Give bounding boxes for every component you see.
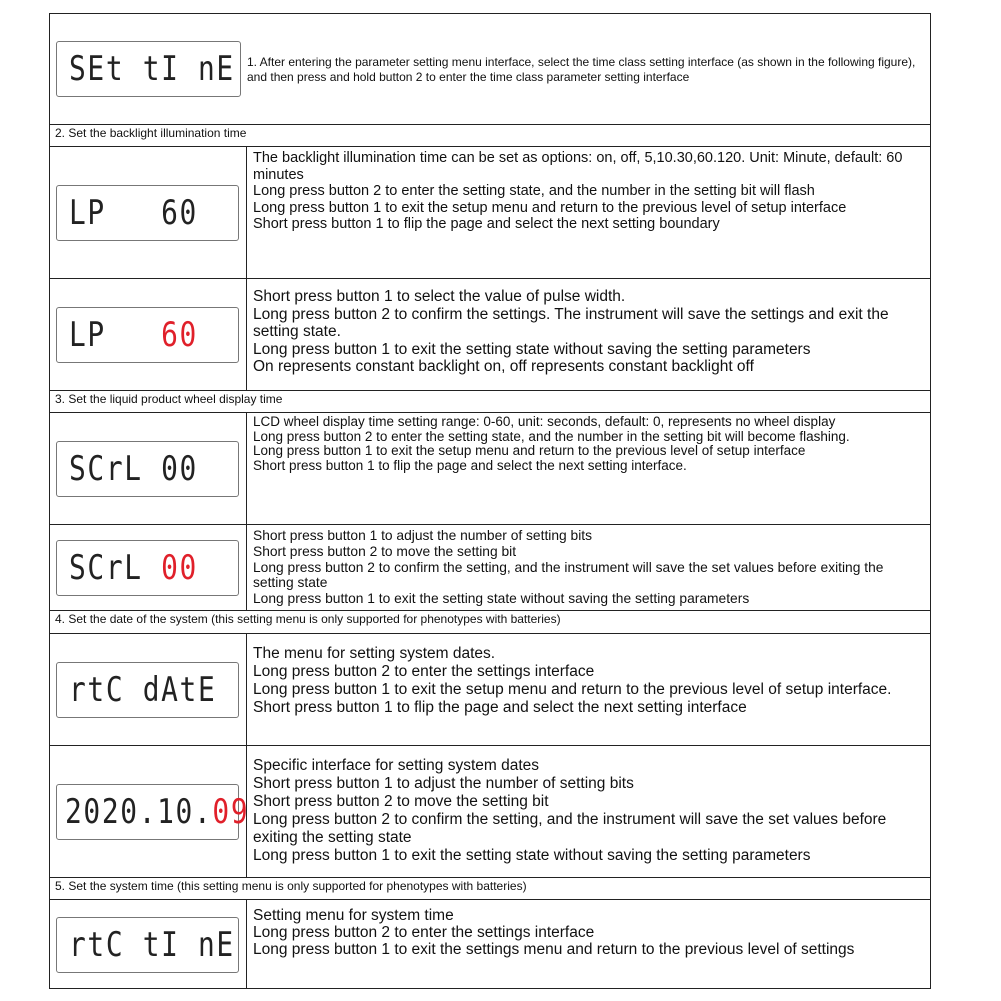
description-cell [247, 279, 931, 390]
description-line: Short press button 2 to move the setting bit [253, 793, 549, 810]
description-line: Short press button 1 to adjust the number of setting bits [253, 775, 634, 792]
lcd-text: LP [69, 314, 162, 355]
table-row [49, 745, 931, 877]
description-line: Long press button 1 to exit the setup menu and return to the previous level of setup interface [253, 443, 806, 459]
description-line: Long press button 1 to exit the settings menu and return to the previous level of settings [253, 941, 855, 958]
table-row [49, 899, 931, 989]
table-row [49, 278, 931, 390]
lcd-text: SEt tI nE [69, 48, 235, 89]
lcd-cell [49, 634, 247, 745]
description-line: Short press button 1 to flip the page and select the next setting interface [253, 699, 747, 716]
lcd-display [56, 784, 250, 840]
lcd-display [56, 917, 239, 973]
table-row [49, 412, 931, 524]
section-title: 5. Set the system time (this setting menu is only supported for phenotypes with batteries) [49, 877, 931, 894]
lcd-display [56, 441, 239, 497]
description-line: Long press button 2 to confirm the setting, and the instrument will save the set values before exiting the setting state [253, 559, 884, 591]
table-row [49, 524, 931, 610]
description-cell [247, 746, 931, 877]
lcd-text: SCrL 00 [69, 448, 198, 489]
description-line: Short press button 1 to flip the page and select the next setting interface. [253, 457, 687, 473]
lcd-display [56, 662, 239, 718]
description-line: The backlight illumination time can be set as options: on, off, 5,10.30,60.120. Unit: Minute, default: 60 minutes [253, 150, 903, 183]
table-row [49, 146, 931, 278]
lcd-display [56, 41, 241, 97]
description-line: Long press button 1 to exit the setting state without saving the setting parameters [253, 591, 750, 607]
lcd-cell [49, 900, 247, 989]
intro-lcd-cell [49, 13, 241, 124]
description-line: Short press button 1 to flip the page and select the next setting boundary [253, 216, 720, 232]
lcd-cell [49, 525, 247, 610]
description-line: Short press button 1 to select the value of pulse width. [253, 288, 626, 305]
description-line: Long press button 1 to exit the setting state without saving the setting parameters [253, 340, 811, 358]
description-line: Long press button 1 to exit the setup menu and return to the previous level of setup interface. [253, 681, 892, 698]
lcd-text: 2020.10. [65, 791, 213, 832]
description-line: Long press button 1 to exit the setting state without saving the setting parameters [253, 847, 811, 864]
section-title: 4. Set the date of the system (this setting menu is only supported for phenotypes with batteries) [49, 610, 931, 627]
description-line: LCD wheel display time setting range: 0-60, unit: seconds, default: 0, represents no wheel display [253, 414, 836, 429]
lcd-text: LP 60 [69, 192, 198, 233]
description-line: Short press button 1 to adjust the number of setting bits [253, 528, 592, 543]
intro-text: 1. After entering the parameter setting menu interface, select the time class setting interface (as shown in the following figure), and then press and hold button 2 to enter the time class parameter setting interface [247, 55, 916, 84]
table-row [49, 633, 931, 745]
description-cell [247, 634, 931, 745]
description-line: Long press button 2 to confirm the setting, and the instrument will save the set values before exiting the setting state [253, 811, 887, 846]
description-line: Long press button 1 to exit the setup menu and return to the previous level of setup interface [253, 199, 847, 216]
lcd-cell [49, 413, 247, 524]
description-cell [247, 525, 931, 610]
section-title: 3. Set the liquid product wheel display time [49, 390, 931, 407]
lcd-display [56, 307, 239, 363]
lcd-display [56, 540, 239, 596]
description-line: On represents constant backlight on, off represents constant backlight off [253, 358, 754, 375]
description-line: Long press button 2 to enter the settings interface [253, 924, 595, 941]
lcd-text: rtC tI nE [69, 924, 235, 965]
lcd-text-highlight: 60 [161, 314, 198, 355]
description-line: Specific interface for setting system dates [253, 757, 540, 774]
lcd-cell [49, 147, 247, 278]
description-line: Long press button 2 to enter the setting state, and the number in the setting bit will become flashing. [253, 428, 850, 444]
description-line: Short press button 2 to move the setting bit [253, 543, 517, 559]
description-line: Setting menu for system time [253, 907, 454, 924]
description-cell [247, 413, 931, 524]
intro-row [49, 13, 931, 124]
lcd-display [56, 185, 239, 241]
description-line: Long press button 2 to enter the settings interface [253, 663, 595, 680]
description-line: Long press button 2 to confirm the settings. The instrument will save the settings and exit the setting state. [253, 305, 889, 340]
lcd-text-highlight: 00 [161, 547, 198, 588]
description-cell [247, 147, 931, 278]
lcd-cell [49, 746, 250, 877]
section-title: 2. Set the backlight illumination time [49, 124, 931, 141]
lcd-cell [49, 279, 247, 390]
description-line: The menu for setting system dates. [253, 645, 496, 662]
description-line: Long press button 2 to enter the setting state, and the number in the setting bit will flash [253, 183, 815, 199]
description-cell [247, 900, 931, 989]
lcd-text: rtC dAtE [69, 669, 217, 710]
lcd-text-highlight: 09 [212, 791, 250, 832]
lcd-text: SCrL [69, 547, 162, 588]
